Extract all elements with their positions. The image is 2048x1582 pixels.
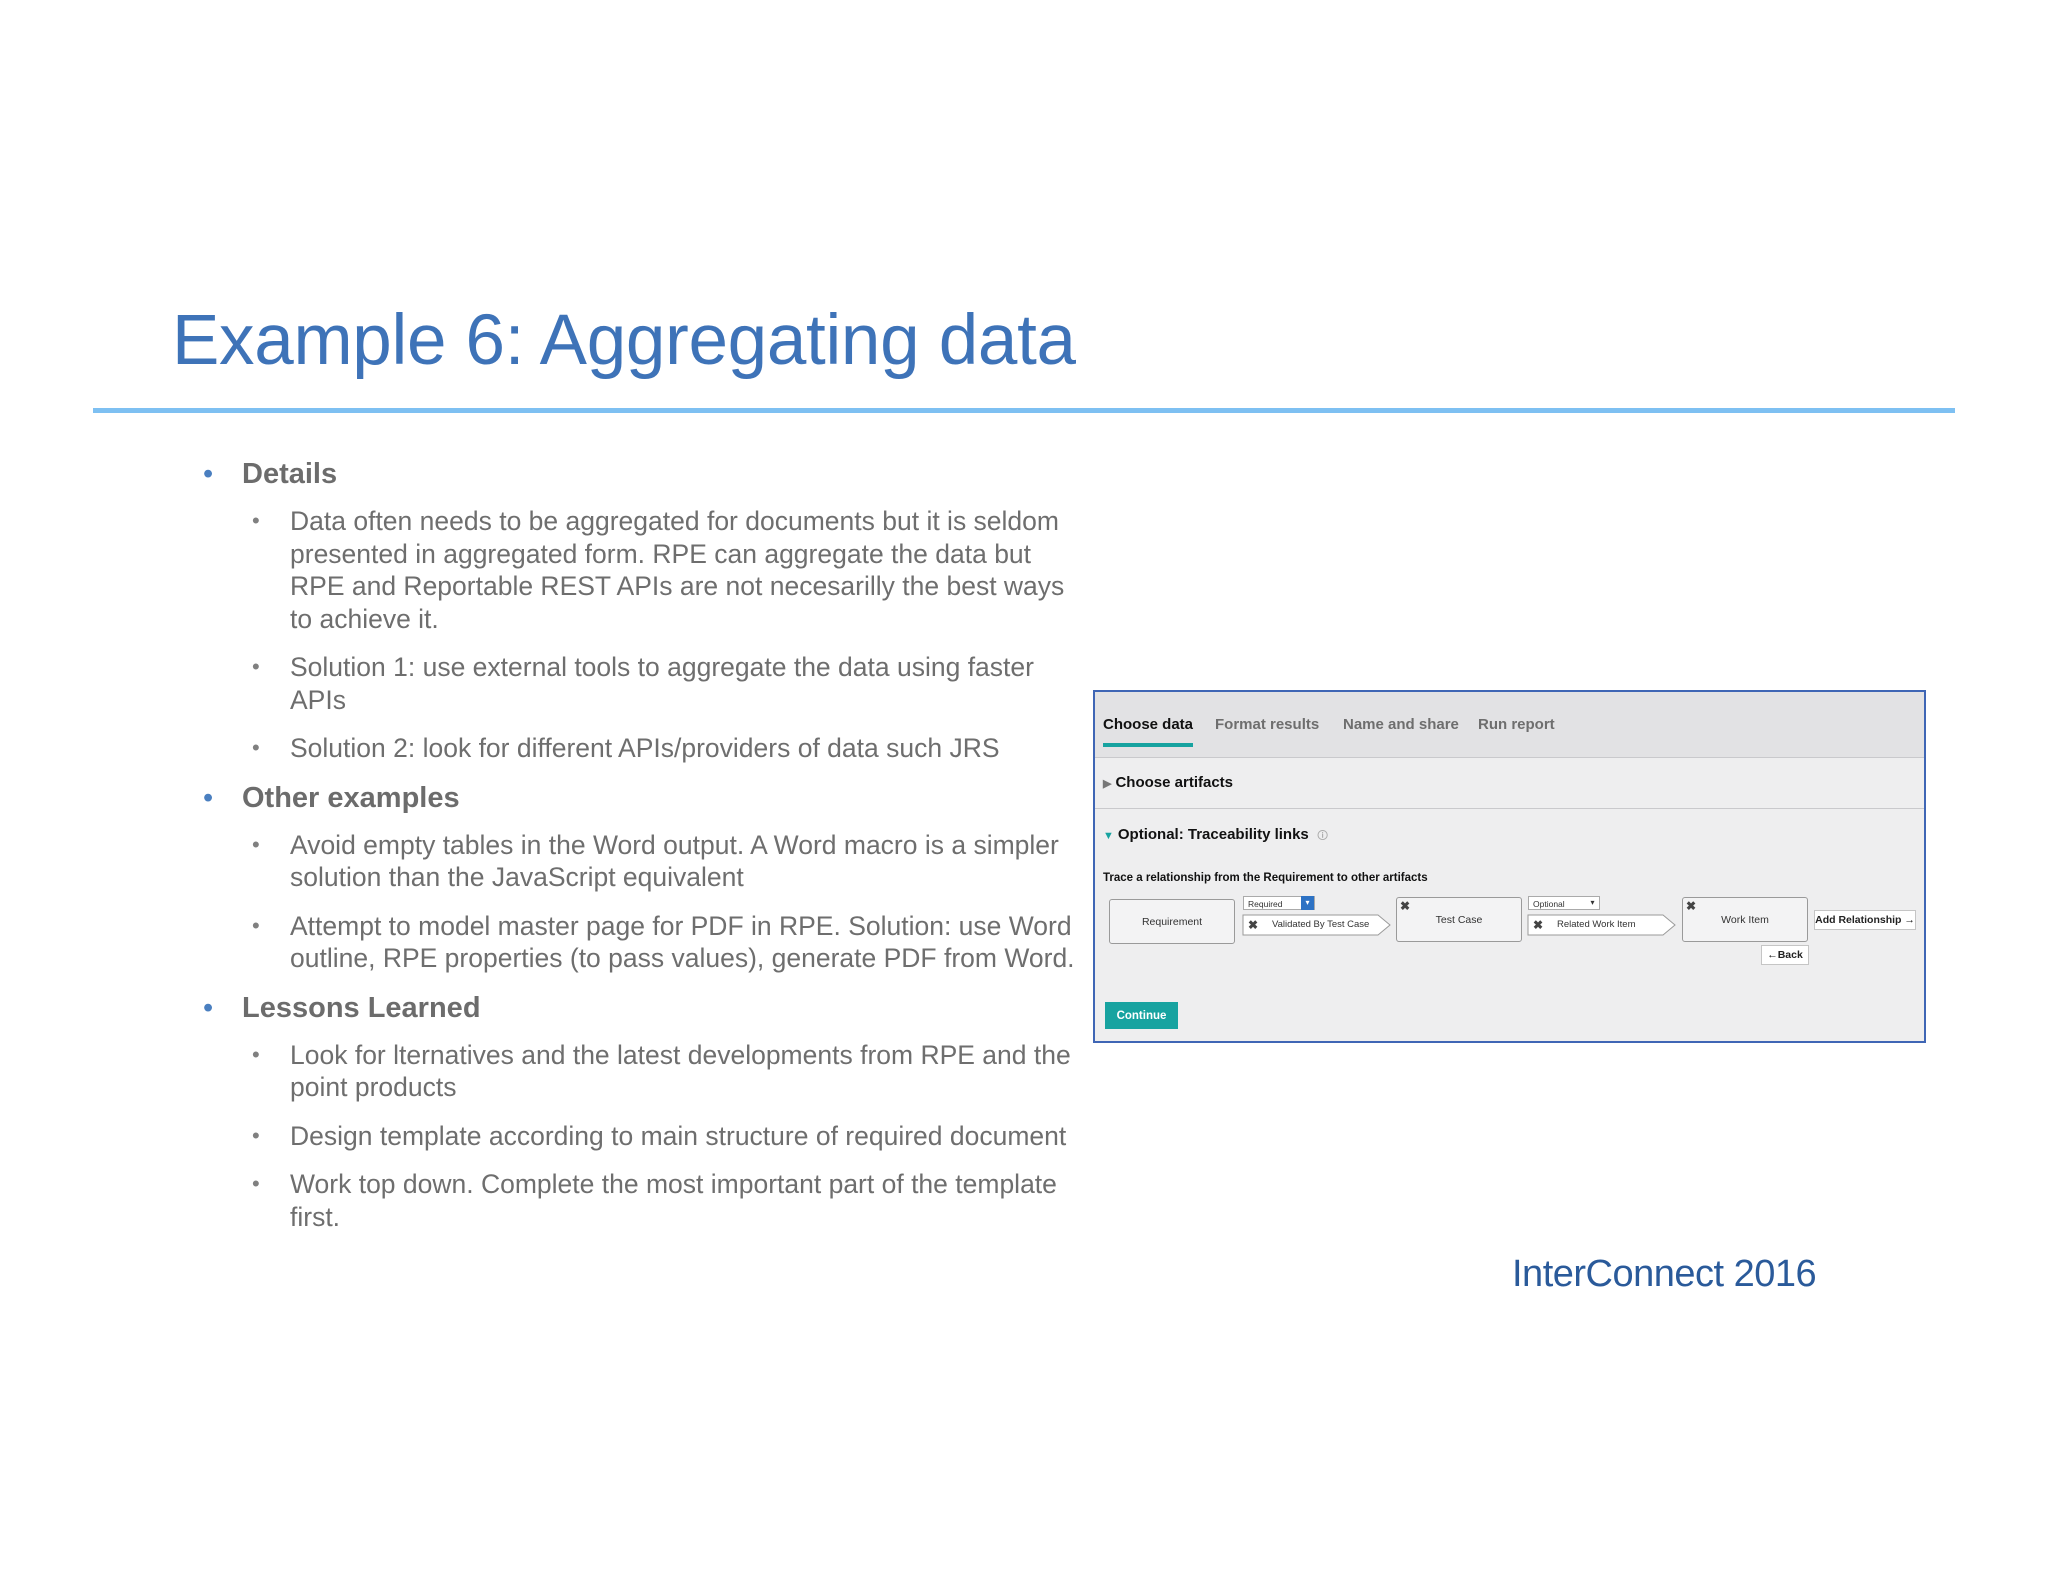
remove-link-icon[interactable]: ✖ (1533, 918, 1544, 932)
tab-run-report[interactable]: Run report (1478, 716, 1555, 733)
requirement-box: Requirement (1109, 899, 1235, 944)
tab-name-and-share[interactable]: Name and share (1343, 716, 1459, 733)
bullet-heading: • Other examples (203, 781, 460, 814)
validated-by-link: ✖ Validated By Test Case (1242, 914, 1392, 936)
bullet-item: • Work top down. Complete the most important part of the template first. (252, 1169, 1057, 1232)
remove-link-icon[interactable]: ✖ (1248, 918, 1259, 932)
bullet-item: • Attempt to model master page for PDF in RPE. Solution: use Word outline, RPE properties (to pass values), generate PDF from Word. (252, 910, 1075, 973)
title-divider (93, 408, 1955, 413)
bullet-heading: • Lessons Learned (203, 991, 481, 1024)
section-divider (1095, 808, 1924, 809)
related-work-item-link: ✖ Related Work Item (1527, 914, 1677, 936)
bullet-item: • Solution 1: use external tools to aggregate the data using faster APIs (252, 652, 1034, 715)
choose-artifacts-section[interactable]: ▶ Choose artifacts (1103, 774, 1234, 791)
trace-hint: Trace a relationship from the Requirement to other artifacts (1103, 872, 1428, 884)
remove-artifact-icon[interactable]: ✖ (1686, 899, 1697, 913)
wizard-tabs (1095, 692, 1924, 758)
collapsed-triangle-icon: ▶ (1103, 778, 1112, 790)
tab-choose-data[interactable]: Choose data (1103, 716, 1194, 733)
bullet-list (200, 457, 1080, 1249)
bullet-item: • Avoid empty tables in the Word output. A Word macro is a simpler solution than the JavaScript equivalent (252, 829, 1059, 892)
test-case-box: ✖ Test Case (1396, 897, 1522, 942)
remove-artifact-icon[interactable]: ✖ (1400, 899, 1411, 913)
required-select[interactable]: Required ▾ (1243, 896, 1315, 910)
bullet-heading: • Details (203, 458, 338, 490)
interconnect-logo: InterConnect 2016 (1512, 1253, 1817, 1295)
back-button[interactable]: ←Back (1761, 945, 1809, 965)
bullet-item: • Design template according to main structure of required document (252, 1120, 1067, 1151)
optional-select[interactable]: Optional ▾ (1528, 896, 1600, 910)
expanded-triangle-icon: ▼ (1103, 830, 1114, 842)
bullet-item: • Look for lternatives and the latest developments from RPE and the point products (252, 1039, 1071, 1102)
bullet-item: • Data often needs to be aggregated for documents but it is seldom presented in aggregated form. RPE can aggregate the data but RPE and Reportable REST APIs are not necesarilly the best ways to achieve it. (252, 506, 1065, 634)
slide-title: Example 6: Aggregating data (172, 301, 1076, 380)
dropdown-arrow-icon: ▾ (1590, 898, 1595, 907)
report-wizard-screenshot (1093, 690, 1926, 1043)
traceability-section[interactable]: ▼ Optional: Traceability links 🛈 (1103, 826, 1329, 843)
bullet-item: • Solution 2: look for different APIs/providers of data such JRS (252, 733, 1000, 763)
tab-format-results[interactable]: Format results (1215, 716, 1320, 733)
info-icon: 🛈 (1316, 830, 1329, 842)
work-item-box: ✖ Work Item (1682, 897, 1808, 942)
add-relationship-button[interactable]: Add Relationship → (1814, 910, 1916, 930)
continue-button[interactable]: Continue (1105, 1002, 1178, 1029)
dropdown-arrow-icon: ▾ (1301, 896, 1314, 910)
